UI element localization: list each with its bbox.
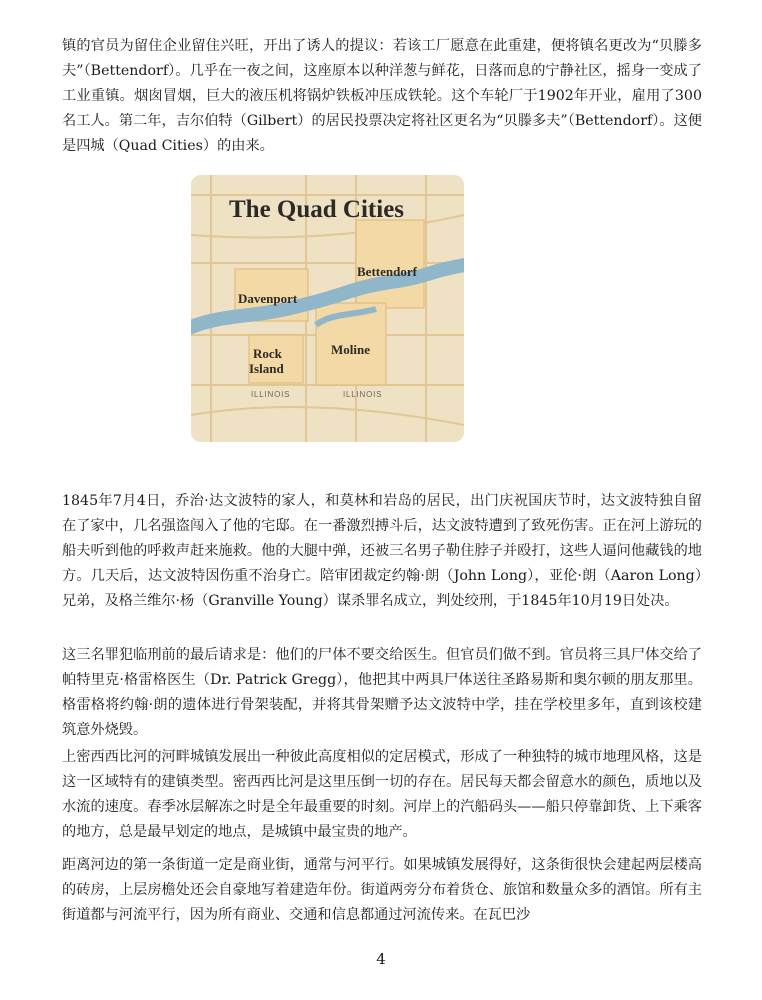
map-label-rock: Rock <box>253 346 282 361</box>
body-paragraph-2: 1845年7月4日，乔治·达文波特的家人，和莫林和岩岛的居民，出门庆祝国庆节时，达文波特独自留在了家中，几名强盗闯入了他的宅邸。在一番激烈搏斗后，达文波特遭到了致死伤害。正在河上游玩的船夫听到他的呼救声赶来施救。他的大腿中弹，还被三名男子勒住脖子并殴打，这些人逼问他藏钱的地方。几天后，达文波特因伤重不治身亡。陪审团裁定约翰·朗（John Long），亚伦·朗（Aaron Long）兄弟，及格兰维尔·杨（Granville Young）谋杀罪名成立，判处绞刑，于1845年10月19日处决。 <box>62 493 702 609</box>
map-label-moline: Moline <box>331 342 370 357</box>
map-label-davenport: Davenport <box>238 291 298 306</box>
map-label-bettendorf: Bettendorf <box>357 264 417 279</box>
map-label-island: Island <box>249 361 284 376</box>
map-label-illinois-west: ILLINOIS <box>251 390 291 399</box>
body-paragraph-4: 上密西西比河的河畔城镇发展出一种彼此高度相似的定居模式，形成了一种独特的城市地理风格，这是这一区域特有的建镇类型。密西西比河是这里压倒一切的存在。居民每天都会留意水的颜色，质地以及水流的速度。春季冰层解冻之时是全年最重要的时刻。河岸上的汽船码头——船只停靠卸货、上下乘客的地方，总是最早划定的地点，是城镇中最宝贵的地产。 <box>62 749 702 840</box>
map-title: The Quad Cities <box>229 196 405 223</box>
body-paragraph-3: 这三名罪犯临刑前的最后请求是：他们的尸体不要交给医生。但官员们做不到。官员将三具尸体交给了帕特里克·格雷格医生（Dr. Patrick Gregg），他把其中两具尸体送往圣路易斯和奥尔顿的朋友那里。格雷格将约翰·朗的遗体进行骨架装配，并将其骨架赠予达文波特中学，挂在学校里多年，直到该校建筑意外烧毁。 <box>62 647 702 738</box>
quad-cities-map <box>191 175 464 442</box>
map-label-illinois-east: ILLINOIS <box>343 390 383 399</box>
body-paragraph-5: 距离河边的第一条街道一定是商业街，通常与河平行。如果城镇发展得好，这条街很快会建起两层楼高的砖房，上层房檐处还会自豪地写着建造年份。街道两旁分布着货仓、旅馆和数量众多的酒馆。所有主街道都与河流平行，因为所有商业、交通和信息都通过河流传来。在瓦巴沙 <box>62 857 702 923</box>
page-number: 4 <box>376 950 386 968</box>
body-paragraph-1: 镇的官员为留住企业留住兴旺，开出了诱人的提议：若该工厂愿意在此重建，便将镇名更改为“贝滕多夫”（Bettendorf）。几乎在一夜之间，这座原本以种洋葱与鲜花，日落而息的宁静社区，摇身一变成了工业重镇。烟囱冒烟，巨大的液压机将锅炉铁板冲压成铁轮。这个车轮厂于1902年开业，雇用了300名工人。第二年，吉尔伯特（Gilbert）的居民投票决定将社区更名为“贝滕多夫”（Bettendorf）。这便是四城（Quad Cities）的由来。 <box>62 38 702 154</box>
